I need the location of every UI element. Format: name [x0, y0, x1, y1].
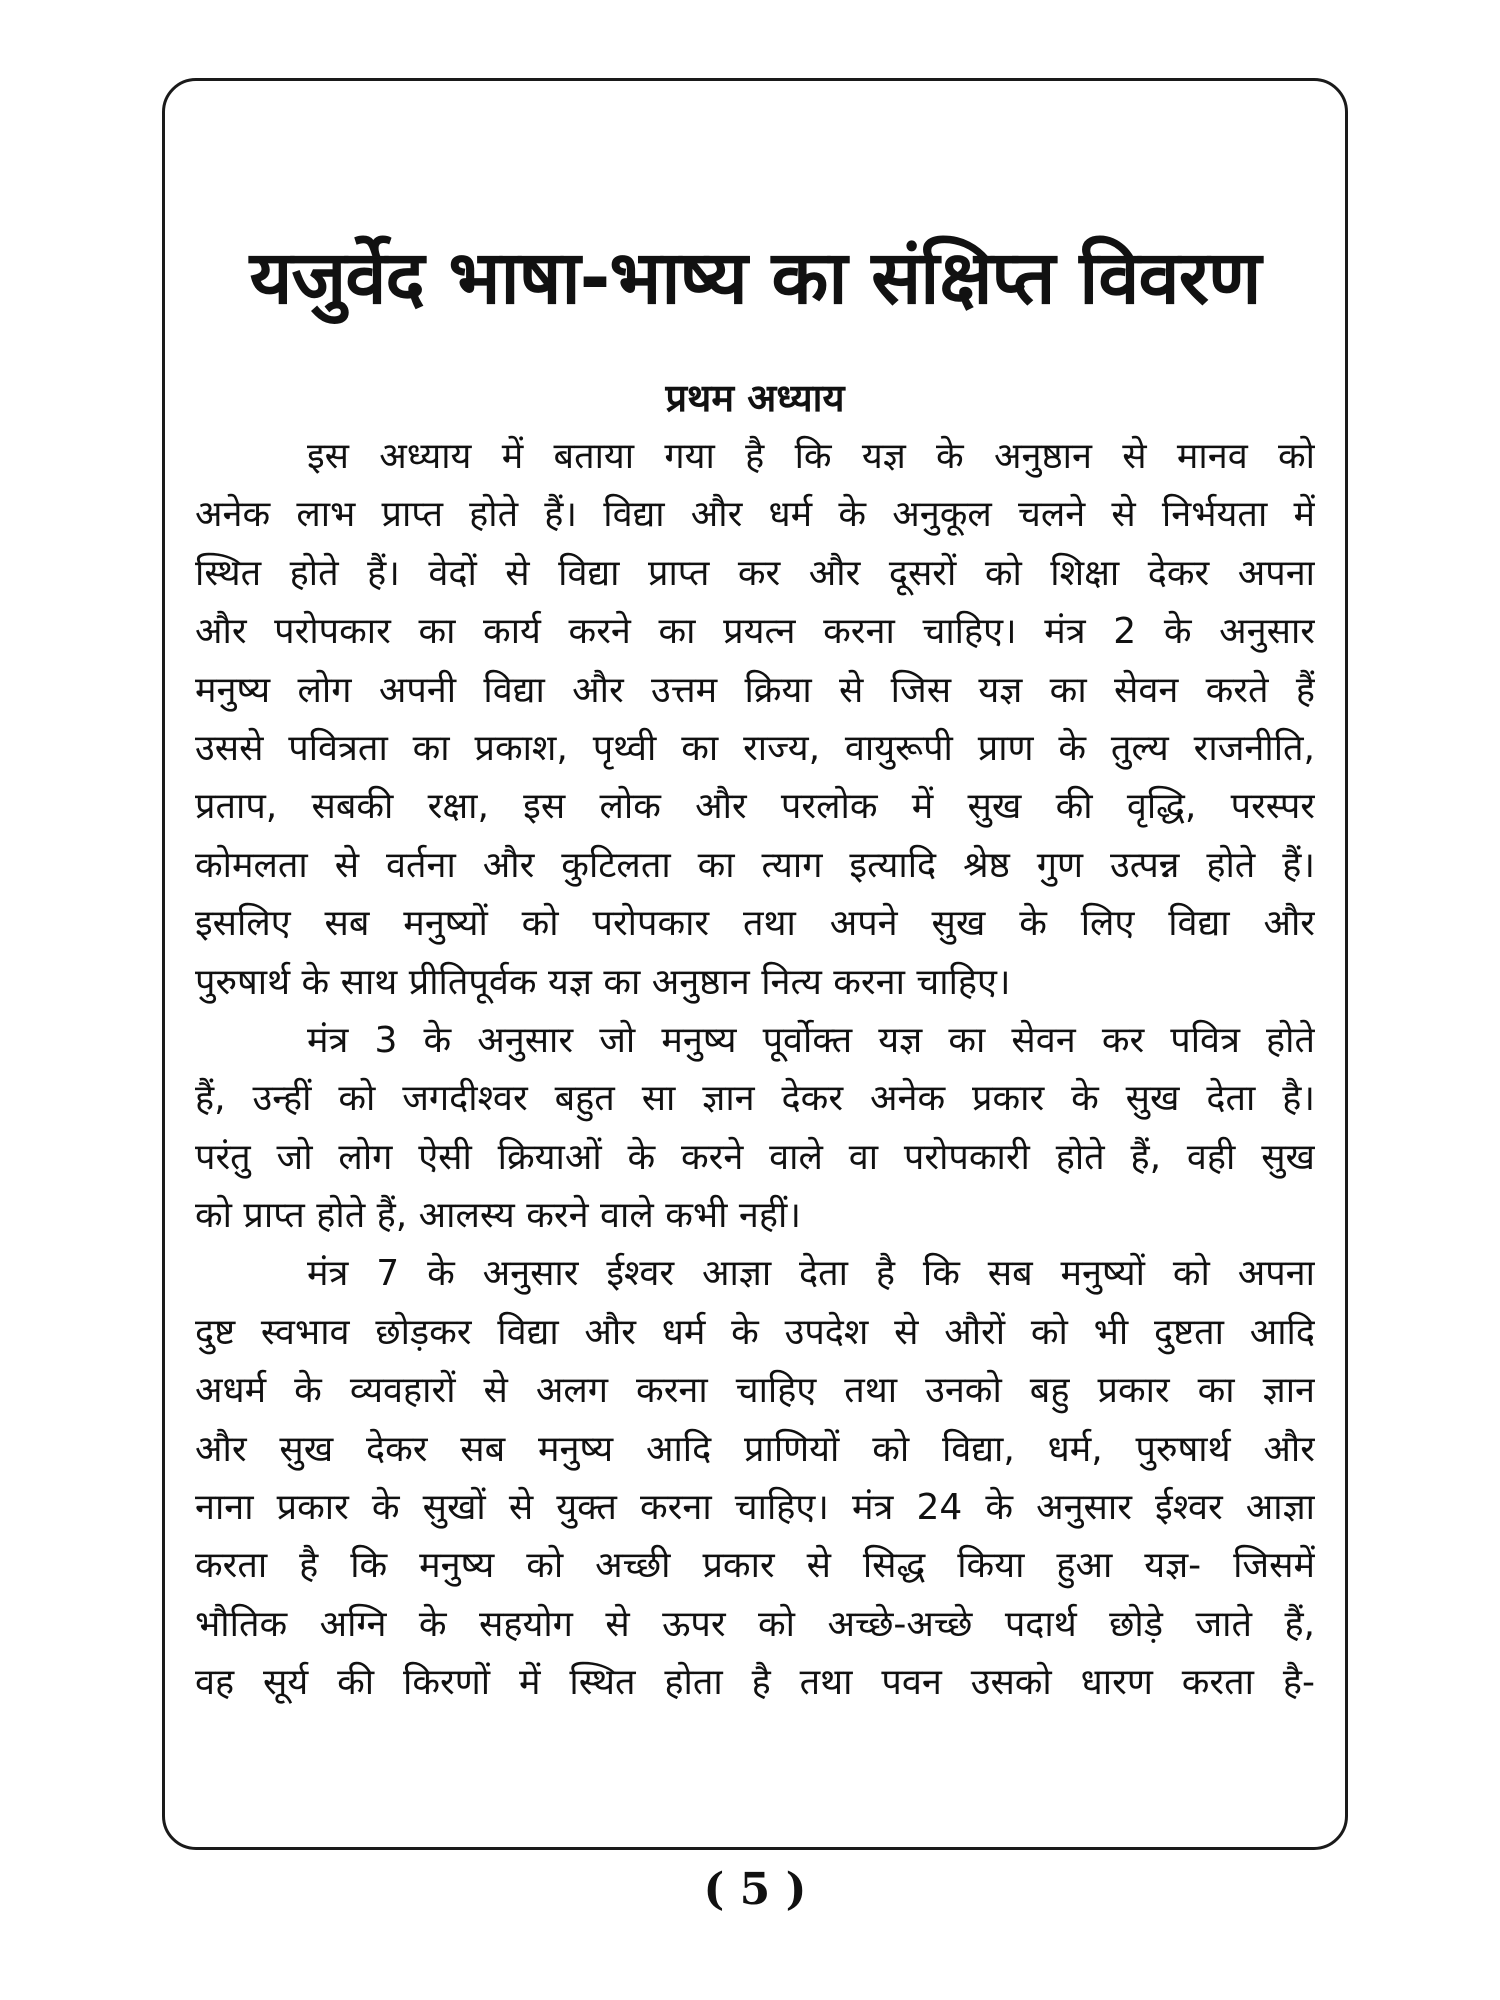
text-line: इसलिए सब मनुष्यों को परोपकार तथा अपने सुख के लिए विद्या और	[195, 903, 1315, 945]
page-title: यजुर्वेद भाषा-भाष्य का संक्षिप्त विवरण	[249, 235, 1261, 321]
text-line: इस अध्याय में बताया गया है कि यज्ञ के अनुष्ठान से मानव को	[307, 436, 1315, 477]
text-line: प्रताप, सबकी रक्षा, इस लोक और परलोक में सुख की वृद्धि, परस्पर	[195, 786, 1315, 828]
text-line: हैं, उन्हीं को जगदीश्वर बहुत सा ज्ञान देकर अनेक प्रकार के सुख देता है।	[195, 1078, 1315, 1120]
text-line: अधर्म के व्यवहारों से अलग करना चाहिए तथा उनको बहु प्रकार का ज्ञान	[195, 1370, 1315, 1412]
text-line: वह सूर्य की किरणों में स्थित होता है तथा पवन उसको धारण करता है-	[195, 1662, 1315, 1704]
text-line: को प्राप्त होते हैं, आलस्य करने वाले कभी नहीं।	[195, 1195, 801, 1237]
text-line: परंतु जो लोग ऐसी क्रियाओं के करने वाले वा परोपकारी होते हैं, वही सुख	[195, 1136, 1315, 1178]
text-line: और सुख देकर सब मनुष्य आदि प्राणियों को विद्या, धर्म, पुरुषार्थ और	[195, 1428, 1315, 1470]
text-line: कोमलता से वर्तना और कुटिलता का त्याग इत्यादि श्रेष्ठ गुण उत्पन्न होते हैं।	[195, 844, 1315, 886]
text-line: मनुष्य लोग अपनी विद्या और उत्तम क्रिया से जिस यज्ञ का सेवन करते हैं	[195, 669, 1315, 711]
text-line: और परोपकार का कार्य करने का प्रयत्न करना चाहिए। मंत्र 2 के अनुसार	[195, 611, 1315, 653]
text-line: दुष्ट स्वभाव छोड़कर विद्या और धर्म के उपदेश से औरों को भी दुष्टता आदि	[195, 1311, 1315, 1353]
text-line: उससे पवित्रता का प्रकाश, पृथ्वी का राज्य, वायुरूपी प्राण के तुल्य राजनीति,	[195, 727, 1315, 769]
text-line: मंत्र 7 के अनुसार ईश्वर आज्ञा देता है कि सब मनुष्यों को अपना	[307, 1253, 1315, 1295]
text-line: नाना प्रकार के सुखों से युक्त करना चाहिए। मंत्र 24 के अनुसार ईश्वर आज्ञा	[195, 1487, 1315, 1529]
body-text	[195, 428, 1315, 1713]
text-line: भौतिक अग्नि के सहयोग से ऊपर को अच्छे-अच्छे पदार्थ छोड़े जाते हैं,	[195, 1603, 1315, 1645]
section-heading: प्रथम अध्याय	[665, 376, 845, 420]
text-line: करता है कि मनुष्य को अच्छी प्रकार से सिद्ध किया हुआ यज्ञ- जिसमें	[195, 1545, 1315, 1587]
text-line: पुरुषार्थ के साथ प्रीतिपूर्वक यज्ञ का अनुष्ठान नित्य करना चाहिए।	[195, 961, 1011, 1003]
text-line: मंत्र 3 के अनुसार जो मनुष्य पूर्वोक्त यज्ञ का सेवन कर पवित्र होते	[307, 1019, 1315, 1061]
page-number: ( 5 )	[703, 1864, 807, 1915]
text-line: स्थित होते हैं। वेदों से विद्या प्राप्त कर और दूसरों को शिक्षा देकर अपना	[195, 552, 1315, 594]
text-line: अनेक लाभ प्राप्त होते हैं। विद्या और धर्म के अनुकूल चलने से निर्भयता में	[195, 494, 1315, 536]
